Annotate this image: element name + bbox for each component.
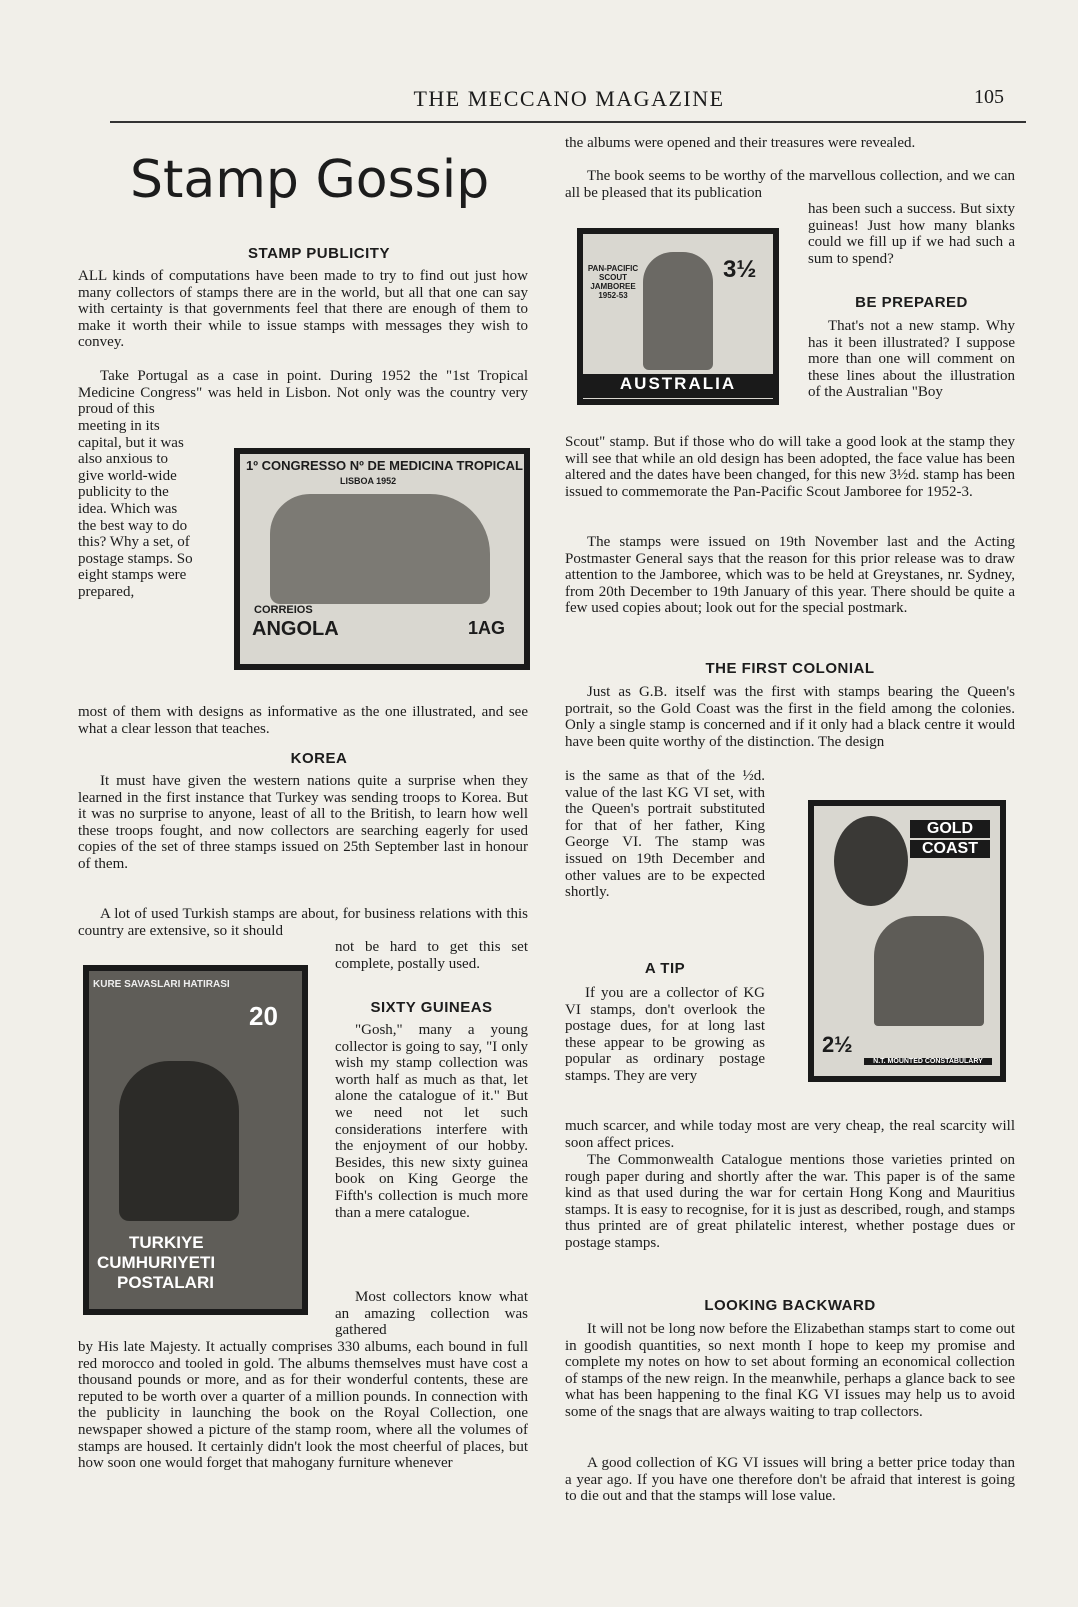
tip-p1: If you are a collector of KG VI stamps, don't overlook the postage dues, for at long last these appear to be growing as popular as ordinary postage stamps. They are very xyxy=(565,985,765,1084)
gold-coast-stamp-frame xyxy=(814,806,1000,1076)
colonial-p2: is the same as that of the ½d. value of the last KG VI set, with the Queen's portrait substituted for that of her father, King George VI. The stamp was issued on 19th December and other values are to be expected shortly. xyxy=(565,768,765,901)
article-title: Stamp Gossip xyxy=(130,150,490,210)
korea-p2: A lot of used Turkish stamps are about, for business relations with this country are extensive, so it should xyxy=(78,906,528,939)
guineas-p1: "Gosh," many a young collector is going to say, "I only wish my stamp collection was worth half as much as that, let alone the catalogue of it." But we need not let such considerations interfere with the enjoyment of our hobby. Besides, this new sixty guinea book on King George the Fifth's collection is much more than a mere catalogue. xyxy=(335,1022,528,1221)
heading-be-prepared: BE PREPARED xyxy=(855,294,968,311)
turkey-stamp-line1: TURKIYE xyxy=(129,1233,204,1252)
gold-coast-stamp-image xyxy=(808,800,1006,1082)
turkey-stamp-line3: POSTALARI xyxy=(117,1273,214,1292)
guineas-p6: has been such a success. But sixty guineas! Just how many blanks could we fill up if we had such a sum to spend? xyxy=(808,201,1015,267)
turkey-stamp-line2: CUMHURIYETI xyxy=(97,1253,216,1272)
gold-coast-stamp-line2: COAST xyxy=(910,840,990,858)
korea-p3: not be hard to get this set complete, postally used. xyxy=(335,939,528,972)
magazine-title: THE MECCANO MAGAZINE xyxy=(413,86,725,111)
turkey-stamp-frame xyxy=(89,971,302,1309)
turkey-stamp-header: KURE SAVASLARI HATIRASI xyxy=(93,979,230,990)
gold-coast-stamp-caption: N.T. MOUNTED CONSTABULARY xyxy=(864,1058,992,1065)
gold-coast-stamp-horseman xyxy=(874,916,984,1026)
australia-stamp-scout xyxy=(643,252,713,370)
guineas-p3: by His late Majesty. It actually comprises 330 albums, each bound in full red morocco and tooled in gold. The albums themselves must have cost a thousand pounds or more, and as for their wonderful contents, these are reputed to be worth over a quarter of a million pounds. In connection with the publicity in launching the book on the Royal Collection, one newspaper showed a picture of the stamp room, where all the volumes of stamps are housed. It certainly didn't look the most cheerful of places, but how soon one would forget that mahogany furniture whenever xyxy=(78,1339,528,1472)
angola-stamp-correios: CORREIOS xyxy=(254,604,313,616)
gold-coast-stamp-line1: GOLD xyxy=(910,820,990,838)
heading-a-tip: A TIP xyxy=(644,960,686,977)
turkey-stamp-soldier xyxy=(119,1061,239,1221)
australia-stamp-frame xyxy=(583,234,773,399)
colonial-p1: Just as G.B. itself was the first with stamps bearing the Queen's portrait, so the Gold Coast was the first in the field among the colonies. Only a single stamp is concerned and if it only had a black centre it would have been quite worthy of the distinction. The design xyxy=(565,684,1015,750)
angola-stamp-subheader: LISBOA 1952 xyxy=(340,476,397,486)
guineas-p2: Most collectors know what an amazing collection was gathered xyxy=(335,1289,528,1339)
tip-p3: The Commonwealth Catalogue mentions those varieties printed on rough paper during and shortly after the war. This paper is of the same kind as that used during the war for certain Hong Kong and Mauritius stamps. It is easy to recognise, for it is just as described, rough, and stamps thus printed are of great philatelic interest, whether postage dues or postage stamps. xyxy=(565,1152,1015,1251)
publicity-p4: most of them with designs as informative as the one illustrated, and see what a clear lesson that teaches. xyxy=(78,704,528,737)
publicity-p1: ALL kinds of computations have been made to try to find out just how many collectors of stamps there are in the world, but all that one can say with certainty is that governments feel that there are enough of them to make it worth their while to issue stamps with messages they wish to convey. xyxy=(78,268,528,351)
backward-p2: A good collection of KG VI issues will bring a better price today than a year ago. If you have one therefore don't be afraid that interest is going to die out and that the stamps will lose value. xyxy=(565,1455,1015,1505)
header-rule xyxy=(110,121,1026,123)
prepared-p1: That's not a new stamp. Why has it been illustrated? I suppose more than one will comment on these lines about the illustration of the Australian "Boy xyxy=(808,318,1015,401)
backward-p1: It will not be long now before the Elizabethan stamps start to come out in goodish quantities, so next month I hope to keep my promise and complete my notes on how to set about forming an economical collection of stamps of the new reign. In the meanwhile, perhaps a glance back to see what has been happening to the final KG VI issues may help us to avoid some of the snags that are always waiting to trap collectors. xyxy=(565,1321,1015,1420)
turkey-stamp-image xyxy=(83,965,308,1315)
guineas-p5: The book seems to be worthy of the marvellous collection, and we can all be pleased that its publication xyxy=(565,168,1015,201)
publicity-p2: Take Portugal as a case in point. During 1952 the "1st Tropical Medicine Congress" was held in Lisbon. Not only was the country very proud of this xyxy=(78,368,528,418)
prepared-p2: Scout" stamp. But if those who do will take a good look at the stamp they will see that while an old design has been adopted, the face value has been altered and the dates have been changed, for this new 3½d. stamp has been issued to commemorate the Pan-Pacific Scout Jamboree for 1952-3. xyxy=(565,434,1015,500)
page-header xyxy=(110,86,1028,116)
turkey-stamp-value: 20 xyxy=(249,1001,278,1031)
heading-looking-backward: LOOKING BACKWARD xyxy=(704,1297,876,1314)
korea-p1: It must have given the western nations quite a surprise when they learned in the first instance that Turkey was sending troops to Korea. But it was no surprise to anyone, least of all to the British, to learn how well these troops fought, and now collectors are searching eagerly for used copies of the set of three stamps issued on 25th September last in honour of them. xyxy=(78,773,528,872)
australia-stamp-side-text: PAN-PACIFIC SCOUT JAMBOREE 1952-53 xyxy=(587,264,639,300)
gold-coast-stamp-portrait xyxy=(834,816,908,906)
heading-stamp-publicity: STAMP PUBLICITY xyxy=(248,245,390,262)
guineas-p4: the albums were opened and their treasures were revealed. xyxy=(565,135,916,151)
heading-sixty-guineas: SIXTY GUINEAS xyxy=(370,999,493,1016)
heading-first-colonial: THE FIRST COLONIAL xyxy=(705,660,875,677)
angola-stamp-image xyxy=(234,448,530,670)
australia-stamp-country: AUSTRALIA xyxy=(583,374,773,398)
prepared-p3: The stamps were issued on 19th November last and the Acting Postmaster General says that the reason for this prior release was to draw attention to the Jamboree, which was to be held at Greystanes, nr. Sydney, from 20th December to 19th January of this year. There should be quite a few used copies about; look out for the special postmark. xyxy=(565,534,1015,617)
angola-stamp-frame xyxy=(240,454,524,664)
angola-stamp-country: ANGOLA xyxy=(252,618,339,640)
gold-coast-stamp-value: 2½ xyxy=(822,1032,853,1057)
page-number: 105 xyxy=(974,86,1004,108)
tip-p2: much scarcer, and while today most are very cheap, the real scarcity will soon affect prices. xyxy=(565,1118,1015,1151)
australia-stamp-value: 3½ xyxy=(723,256,757,283)
angola-stamp-header: 1º CONGRESSO Nº DE MEDICINA TROPICAL xyxy=(246,458,523,473)
heading-korea: KOREA xyxy=(290,750,348,767)
publicity-p3: meeting in its capital, but it was also anxious to give world-wide publicity to the idea. Which was the best way to do this? Why a set, of postage stamps. So eight stamps were prepared, xyxy=(78,418,193,600)
australia-stamp-image xyxy=(577,228,779,405)
angola-stamp-illustration xyxy=(270,494,490,604)
angola-stamp-value: 1AG xyxy=(468,618,506,638)
